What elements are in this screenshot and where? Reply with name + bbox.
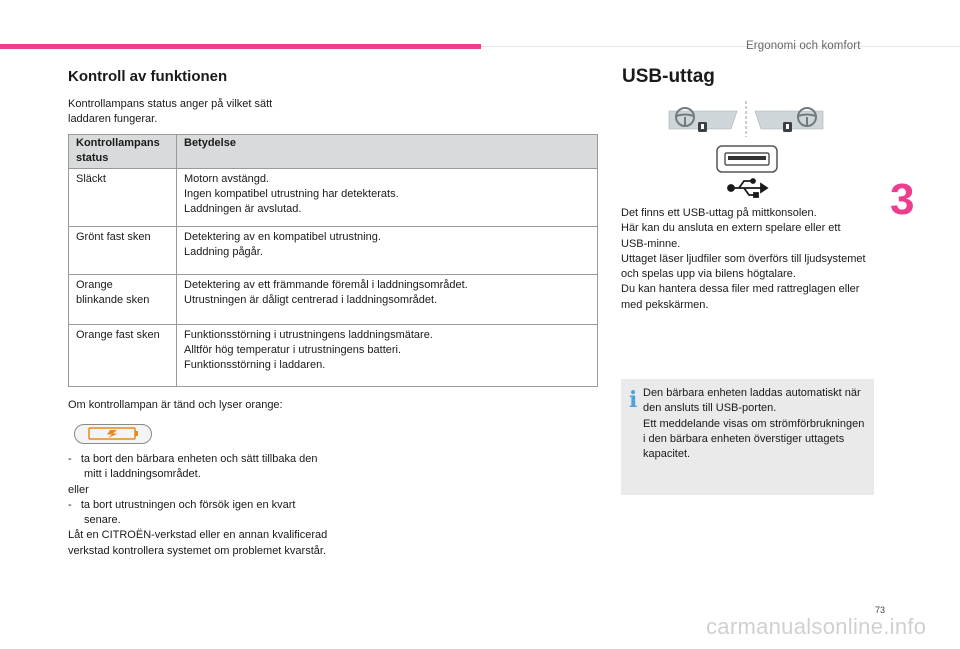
status-line: blinkande sken	[76, 293, 150, 306]
status-cell	[69, 226, 177, 274]
meaning-line: Alltför hög temperatur i utrustningens batteri.	[184, 343, 402, 356]
intro-line: laddaren fungerar.	[68, 113, 158, 126]
status-table	[68, 134, 598, 387]
info-box	[621, 379, 874, 495]
meaning-line: Funktionsstörning i laddaren.	[184, 359, 326, 372]
usb-paragraph: Det finns ett USB-uttag på mittkonsolen.	[621, 207, 817, 219]
meaning-line: Detektering av en kompatibel utrustning.	[184, 230, 381, 243]
usb-paragraph: Uttaget läser ljudfiler som överförs till ljudsystemet och spelas upp via bilens högtalare.	[621, 252, 866, 281]
warning-intro: Om kontrollampan är tänd och lyser orange:	[68, 399, 283, 411]
charging-lamp-icon	[74, 424, 152, 444]
meaning-cell	[177, 274, 598, 324]
table-header-row	[69, 135, 598, 169]
info-paragraph: Ett meddelande visas om strömförbrukningen i den bärbara enheten överstiger uttagets kapacitet.	[643, 417, 865, 461]
warning-lamp-pill	[74, 424, 152, 444]
meaning-cell	[177, 226, 598, 274]
column-header-status: Kontrollampans status	[69, 135, 177, 169]
meaning-line: Motorn avstängd.	[184, 172, 269, 185]
watermark: carmanualsonline.info	[706, 614, 927, 639]
usb-port-icon	[717, 146, 777, 172]
steering-wheel-left-icon	[669, 108, 737, 132]
chapter-number: 3	[890, 175, 915, 224]
meaning-line: Funktionsstörning i utrustningens laddningsmätare.	[184, 328, 433, 341]
meaning-line: Ingen kompatibel utrustning har detekterats.	[184, 187, 399, 200]
table-row	[69, 324, 598, 386]
step-item: - ta bort den bärbara enheten och sätt tillbaka den mitt i laddningsområdet.	[68, 453, 318, 481]
table-row	[69, 226, 598, 274]
instruction-steps	[68, 452, 330, 559]
step-item: - ta bort utrustningen och försök igen en kvart senare.	[68, 498, 296, 527]
meaning-cell	[177, 324, 598, 386]
info-paragraph: Den bärbara enheten laddas automatiskt när den ansluts till USB-porten.	[643, 387, 861, 415]
status-cell	[69, 274, 177, 324]
meaning-line: Utrustningen är dåligt centrerad i laddningsområdet.	[184, 293, 438, 306]
section-header: Ergonomi och komfort	[746, 40, 861, 52]
intro-text	[68, 97, 308, 128]
status-line: Orange	[76, 278, 113, 291]
usb-description	[621, 206, 869, 313]
step-separator: eller	[68, 483, 89, 496]
step-note: Låt en CITROËN-verkstad eller en annan kvalificerad verkstad kontrollera systemet om problemet kvarstår.	[68, 529, 328, 557]
info-text	[643, 386, 869, 462]
status-cell	[69, 324, 177, 386]
status-line: Grönt fast sken	[76, 230, 151, 243]
status-cell	[69, 168, 177, 226]
heading-kontroll: Kontroll av funktionen	[68, 68, 228, 85]
meaning-cell	[177, 168, 598, 226]
section-color-bar	[0, 44, 481, 49]
info-icon: i	[629, 387, 638, 413]
steering-wheel-right-icon	[755, 108, 823, 132]
page-number: 73	[875, 605, 886, 615]
intro-line: Kontrollampans status anger på vilket sätt	[68, 98, 273, 110]
table-row	[69, 274, 598, 324]
usb-illustration	[665, 95, 835, 207]
status-line: Släckt	[76, 172, 106, 185]
meaning-line: Detektering av ett främmande föremål i laddningsområdet.	[184, 278, 468, 291]
meaning-line: Laddning pågår.	[184, 245, 263, 258]
usb-paragraph: Du kan hantera dessa filer med rattreglagen eller med pekskärmen.	[621, 283, 860, 311]
table-row	[69, 168, 598, 226]
usb-symbol-icon	[728, 179, 767, 197]
meaning-line: Laddningen är avslutad.	[184, 203, 302, 216]
status-line: Orange fast sken	[76, 328, 160, 341]
column-header-meaning: Betydelse	[177, 135, 598, 169]
usb-paragraph: Här kan du ansluta en extern spelare eller ett USB-minne.	[621, 222, 841, 250]
heading-usb: USB-uttag	[622, 66, 715, 87]
header-rule	[481, 46, 960, 47]
